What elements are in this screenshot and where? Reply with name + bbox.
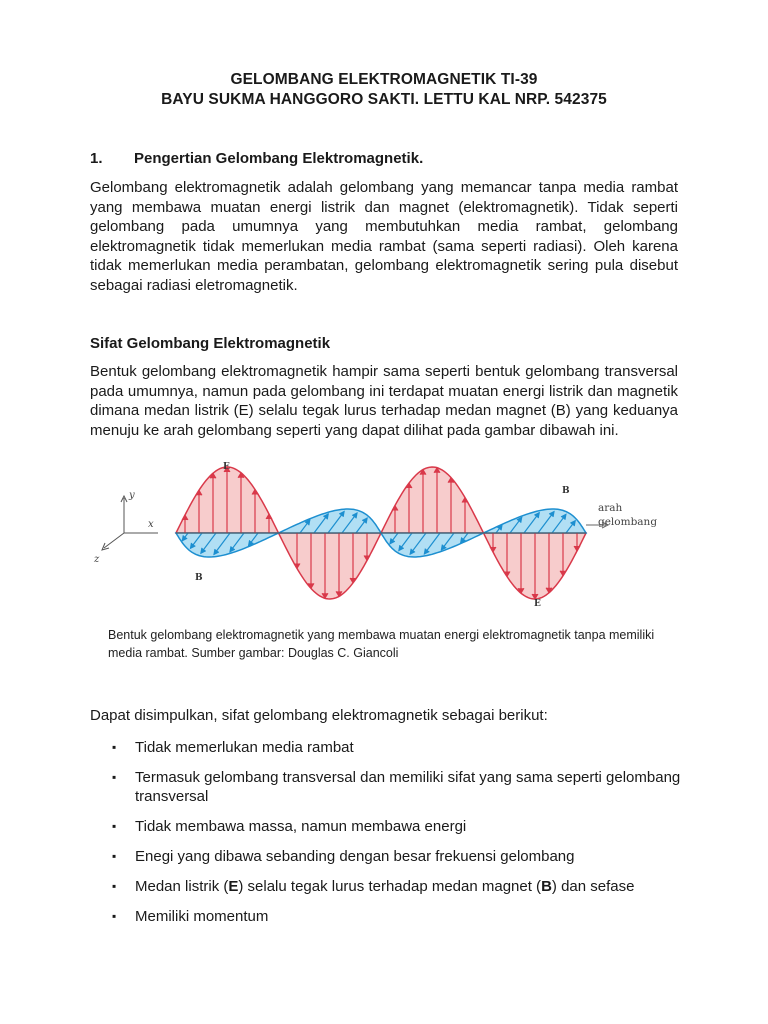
b-label-bottom: B [195,573,203,583]
properties-paragraph [90,362,678,440]
list-item [90,907,690,926]
bullet-marker: ▪ [112,909,117,923]
bullet-marker: ▪ [112,849,117,863]
section-title: Pengertian Gelombang Elektromagnetik. [134,150,424,167]
section-1-heading [90,150,423,167]
e-label-bottom: E [534,599,541,609]
list-item-text: Memiliki momentum [135,908,269,925]
title-line-2: BAYU SUKMA HANGGORO SAKTI. LETTU KAL NRP. 542375 [161,91,607,108]
paragraph-line: dimana medan listrik (E) selalu tegak lurus terhadap medan magnet (B) yang keduanya [90,402,678,420]
bullet-marker: ▪ [112,819,117,833]
list-item [90,738,690,757]
list-item-text: Termasuk gelombang transversal dan memiliki sifat yang sama seperti gelombang [135,769,681,786]
caption-line-2: media rambat. Sumber gambar: Douglas C. Giancoli [108,646,399,660]
definition-paragraph [90,178,678,296]
direction-label-2: gelombang [598,516,658,528]
list-item [90,877,690,896]
em-wave-figure [88,454,688,614]
bullet-marker: ▪ [112,879,117,893]
list-item-text: Enegi yang dibawa sebanding dengan besar frekuensi gelombang [135,848,575,865]
title-line-1: GELOMBANG ELEKTROMAGNETIK TI-39 [230,71,538,88]
paragraph-line: Gelombang elektromagnetik adalah gelombang yang memancar tanpa media rambat [90,179,678,196]
document-title [0,70,768,110]
paragraph-line: sebagai radiasi eletromagnetik. [90,276,298,294]
list-item [90,768,690,806]
list-item-text: Medan listrik ( [135,878,229,895]
paragraph-line: yang membawa muatan energi listrik dan magnet (elektromagnetik). Tidak seperti [90,198,678,216]
paragraph-line: menuju ke arah gelombang seperti yang dapat dilihat pada gambar dibawah ini. [90,421,619,439]
y-axis-label: y [129,490,135,501]
list-item-text: Tidak memerlukan media rambat [135,739,354,756]
paragraph-line: elektromagnetik tidak memerlukan media rambat (sama seperti radiasi). Oleh karena [90,237,678,255]
list-item-text: Tidak membawa massa, namun membawa energi [135,818,467,835]
em-wave-diagram [88,454,688,614]
paragraph-line: Bentuk gelombang elektromagnetik hampir sama seperti bentuk gelombang transversal [90,363,678,380]
z-axis-label: z [94,554,100,565]
x-axis-label: x [148,519,154,530]
bullet-marker: ▪ [112,770,117,784]
list-item-text: transversal [135,788,209,805]
z-axis [104,533,124,548]
paragraph-line: tidak memerlukan media perambatan, gelombang elektromagnetik sering pula disebut [90,257,678,275]
e-label-top: E [223,462,230,472]
section-number: 1. [90,150,103,167]
b-label-top: B [562,486,570,496]
direction-label-1: arah [598,502,623,514]
properties-heading: Sifat Gelombang Elektromagnetik [90,335,331,352]
list-item [90,817,690,836]
list-item-text: ) dan sefase [551,878,635,895]
figure-caption [108,626,668,662]
list-item [90,847,690,866]
paragraph-line: gelombang pada umumnya yang membutuhkan media rambat, gelombang [90,218,678,236]
caption-line-1: Bentuk gelombang elektromagnetik yang membawa muatan energi elektromagnetik tanpa memiliki [108,628,655,642]
paragraph-line: pada umumnya, namun pada gelombang ini terdapat muatan energi listrik dan magnetik [90,382,678,400]
e-symbol: E [228,878,239,895]
conclusion-text: Dapat disimpulkan, sifat gelombang elektromagnetik sebagai berikut: [90,707,548,724]
properties-list [90,738,690,937]
bullet-marker: ▪ [112,740,117,754]
b-symbol: B [541,878,552,895]
list-item-text: ) selalu tegak lurus terhadap medan magnet ( [238,878,542,895]
